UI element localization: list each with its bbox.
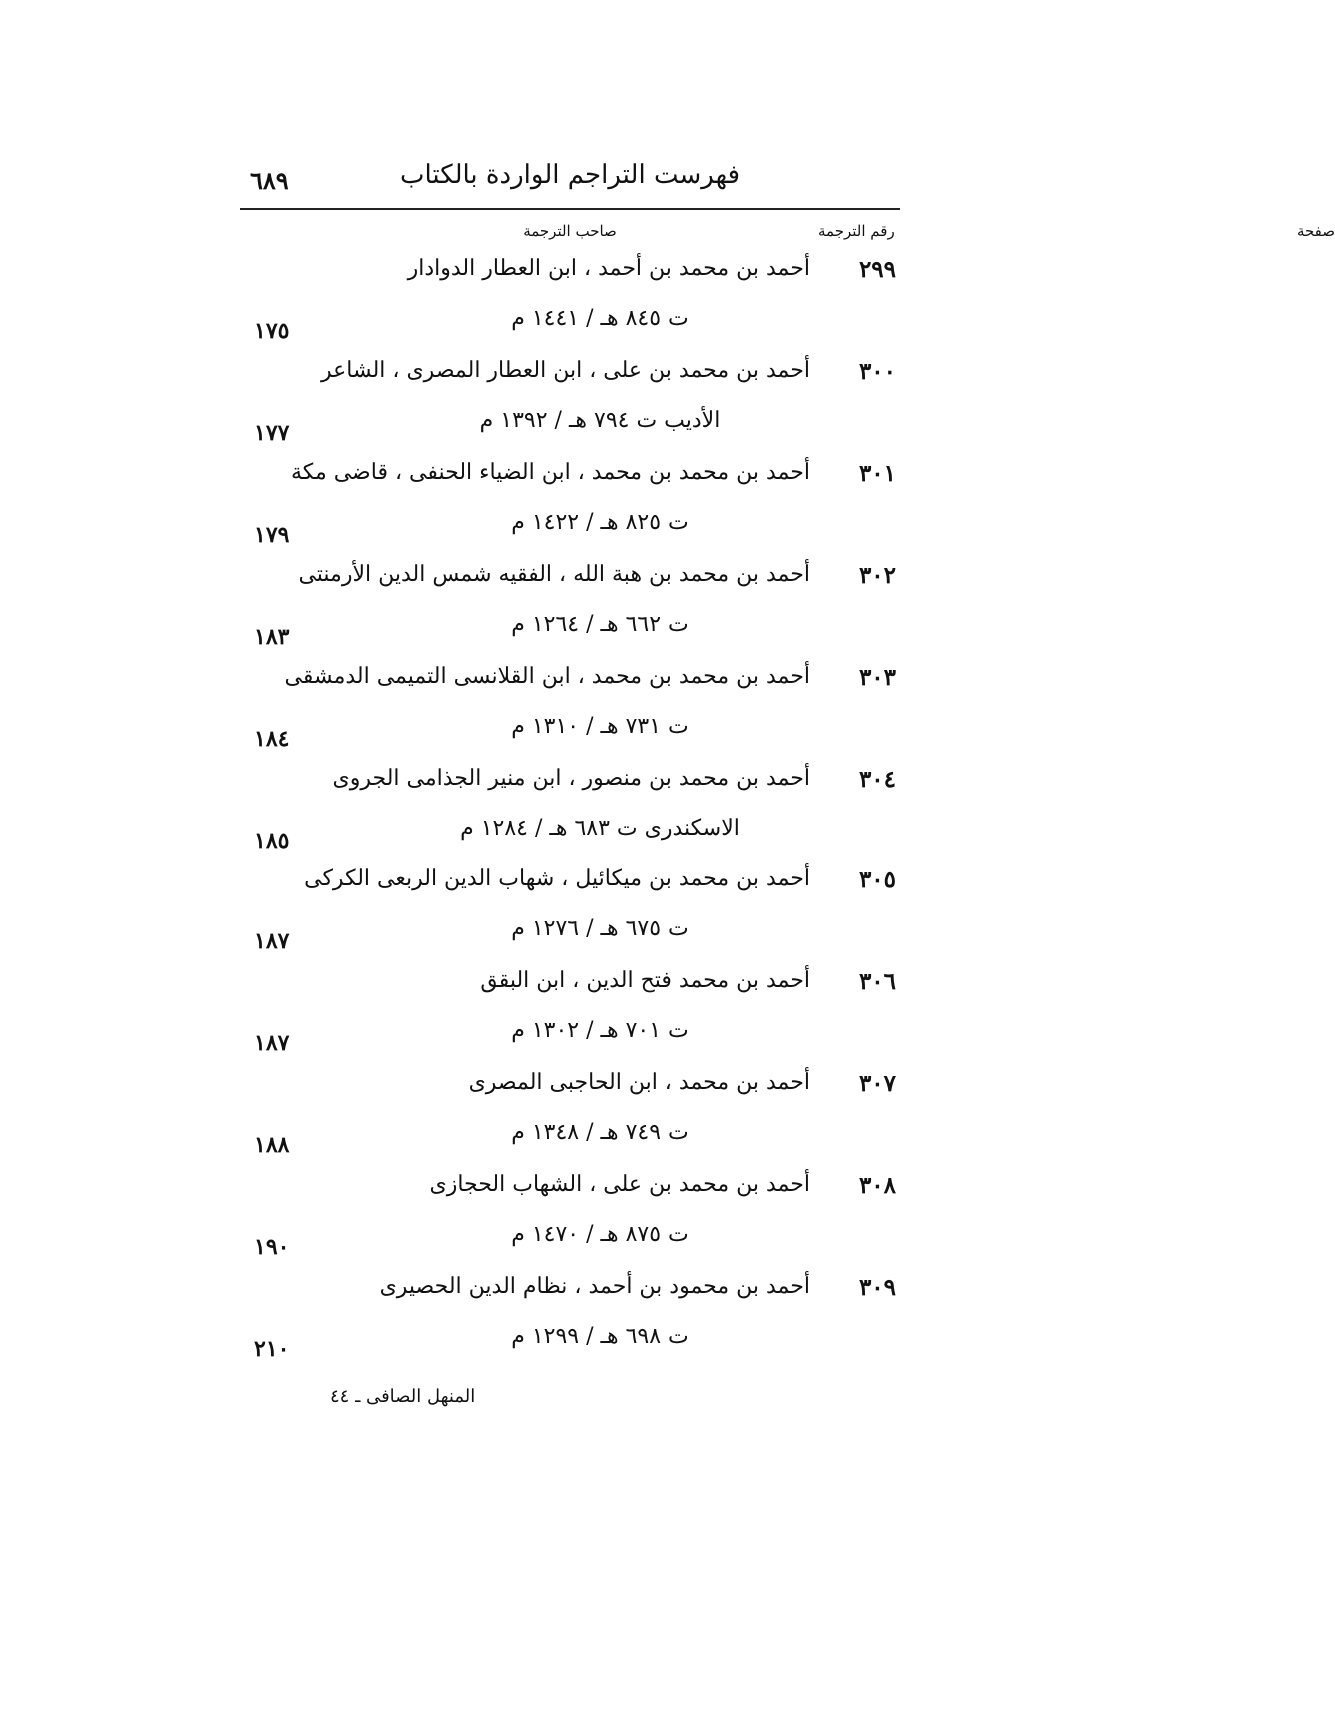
entry-number: ٣٠٠ <box>858 358 896 385</box>
entry-page: ١٨٧ <box>254 1030 290 1056</box>
entry-name: أحمد بن محمد ، ابن الحاجبى المصرى <box>468 1070 810 1095</box>
entry-number: ٣٠٣ <box>858 664 896 691</box>
entry-date: ت ٦٧٥ هـ / ١٢٧٦ م <box>511 916 689 941</box>
index-entry <box>240 664 920 774</box>
entry-name: أحمد بن محمد بن ميكائيل ، شهاب الدين الربعى الكركى <box>304 866 810 891</box>
index-entry <box>240 968 920 1078</box>
entry-number: ٣٠٧ <box>858 1070 896 1097</box>
entry-name: أحمد بن محمد بن محمد ، ابن القلانسى التميمى الدمشقى <box>284 664 810 689</box>
entry-name: أحمد بن محمد بن منصور ، ابن منير الجذامى الجروى <box>332 766 810 791</box>
entry-date: الأديب ت ٧٩٤ هـ / ١٣٩٢ م <box>479 408 721 433</box>
entry-page: ١٨٨ <box>254 1132 290 1158</box>
entry-page: ١٧٧ <box>254 420 290 446</box>
entry-date: ت ٨٢٥ هـ / ١٤٢٢ م <box>511 510 689 535</box>
index-entry <box>240 256 920 366</box>
header-rule <box>240 208 900 210</box>
entry-number: ٢٩٩ <box>858 256 896 283</box>
entry-number: ٣٠٩ <box>858 1274 896 1301</box>
index-entry <box>240 562 920 672</box>
entry-date: ت ٧٠١ هـ / ١٣٠٢ م <box>511 1018 689 1043</box>
entry-number: ٣٠٤ <box>858 766 896 793</box>
entry-page: ٢١٠ <box>254 1336 290 1362</box>
index-entry <box>240 1172 920 1282</box>
entry-date: الاسكندرى ت ٦٨٣ هـ / ١٢٨٤ م <box>460 816 740 841</box>
index-entry <box>240 766 920 876</box>
column-header-page: صفحة <box>1296 222 1335 240</box>
page-number: ٦٨٩ <box>250 166 289 195</box>
index-entry <box>240 1070 920 1180</box>
entry-name: أحمد بن محمد بن هبة الله ، الفقيه شمس الدين الأرمنتى <box>298 562 810 587</box>
entry-page: ١٨٤ <box>254 726 290 752</box>
entry-page: ١٨٥ <box>254 828 290 854</box>
index-entry <box>240 1274 920 1384</box>
entry-name: أحمد بن محمد بن محمد ، ابن الضياء الحنفى ، قاضى مكة <box>291 460 810 485</box>
entry-number: ٣٠٦ <box>858 968 896 995</box>
entry-page: ١٨٧ <box>254 928 290 954</box>
entry-date: ت ٦٩٨ هـ / ١٢٩٩ م <box>511 1324 689 1349</box>
entry-date: ت ٧٤٩ هـ / ١٣٤٨ م <box>511 1120 689 1145</box>
entry-date: ت ٨٤٥ هـ / ١٤٤١ م <box>511 306 689 331</box>
entry-page: ١٧٩ <box>254 522 290 548</box>
entry-name: أحمد بن محمد بن أحمد ، ابن العطار الدوادار <box>407 256 810 281</box>
signature-mark: المنهل الصافى ـ ٤٤ <box>330 1386 476 1407</box>
entry-date: ت ٧٣١ هـ / ١٣١٠ م <box>511 714 689 739</box>
entry-name: أحمد بن محمد فتح الدين ، ابن البقق <box>480 968 810 993</box>
entry-number: ٣٠١ <box>858 460 896 487</box>
index-entry <box>240 866 920 976</box>
entry-number: ٣٠٨ <box>858 1172 896 1199</box>
index-entry <box>240 460 920 570</box>
entry-name: أحمد بن محمد بن على ، الشهاب الحجازى <box>429 1172 810 1197</box>
entry-date: ت ٦٦٢ هـ / ١٢٦٤ م <box>511 612 689 637</box>
entry-name: أحمد بن محمود بن أحمد ، نظام الدين الحصيرى <box>379 1274 810 1299</box>
entry-name: أحمد بن محمد بن على ، ابن العطار المصرى ، الشاعر <box>320 358 810 383</box>
column-header-name: صاحب الترجمة <box>523 222 617 240</box>
entry-page: ١٨٣ <box>254 624 290 650</box>
column-header-number: رقم الترجمة <box>818 222 895 240</box>
entry-page: ١٩٠ <box>254 1234 290 1260</box>
running-title: فهرست التراجم الواردة بالكتاب <box>399 160 741 190</box>
entry-number: ٣٠٥ <box>858 866 896 893</box>
entry-page: ١٧٥ <box>254 318 290 344</box>
index-entry <box>240 358 920 468</box>
entry-number: ٣٠٢ <box>858 562 896 589</box>
entry-date: ت ٨٧٥ هـ / ١٤٧٠ م <box>511 1222 689 1247</box>
